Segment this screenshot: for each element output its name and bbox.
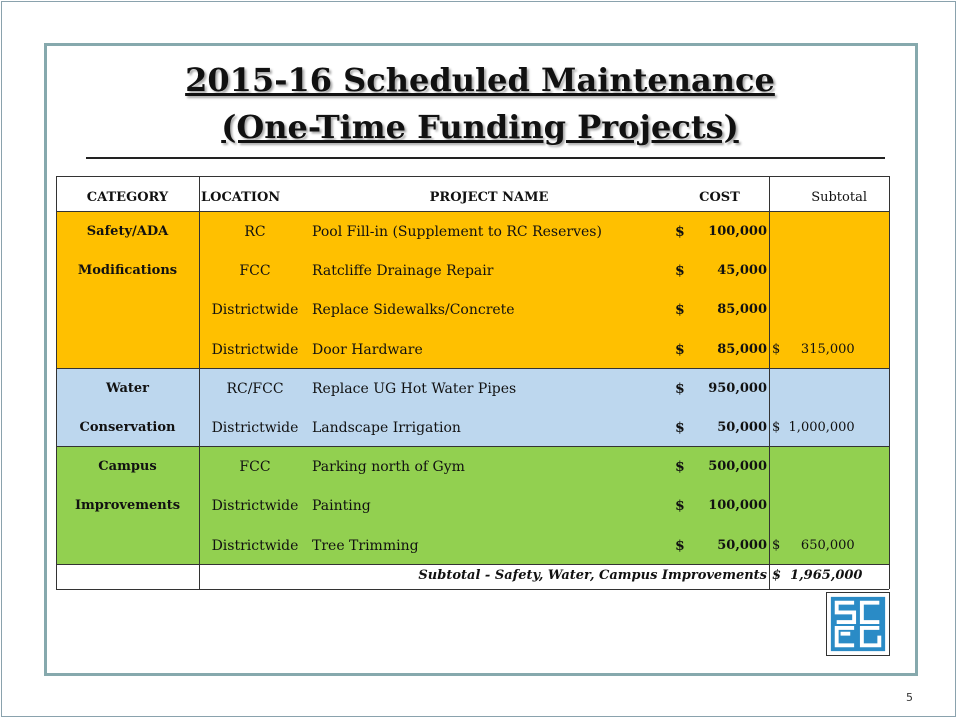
cost-sign-cell: $ bbox=[675, 341, 685, 358]
project-name-cell: Landscape Irrigation bbox=[312, 420, 461, 436]
project-name-cell: Parking north of Gym bbox=[312, 459, 465, 476]
cost-cell: 85,000 bbox=[717, 302, 767, 318]
project-name-cell: Painting bbox=[312, 498, 371, 515]
location-cell: RC bbox=[244, 224, 266, 240]
maintenance-table bbox=[56, 176, 889, 583]
cost-cell: 85,000 bbox=[717, 341, 767, 357]
project-name-cell: Replace UG Hot Water Pipes bbox=[312, 380, 517, 397]
table-rule bbox=[889, 176, 890, 589]
cost-cell: 950,000 bbox=[708, 380, 767, 396]
cost-sign-cell: $ bbox=[675, 224, 685, 240]
cost-sign-cell: $ bbox=[675, 263, 685, 280]
location-cell: Districtwide bbox=[211, 302, 299, 319]
table-rule bbox=[769, 176, 770, 589]
category-cell: Improvements bbox=[74, 498, 181, 514]
project-name-cell: Pool Fill-in (Supplement to RC Reserves) bbox=[312, 224, 602, 240]
project-name-cell: Replace Sidewalks/Concrete bbox=[312, 302, 515, 319]
header-project-name: PROJECT NAME bbox=[429, 190, 549, 205]
table-rule bbox=[56, 368, 889, 369]
location-cell: Districtwide bbox=[211, 341, 299, 358]
table-rule bbox=[56, 176, 889, 177]
project-name-cell: Tree Trimming bbox=[312, 537, 419, 554]
location-cell: Districtwide bbox=[211, 420, 299, 436]
total-label: Subtotal - Safety, Water, Campus Improvements bbox=[418, 567, 767, 583]
header-cost: COST bbox=[699, 190, 740, 205]
subtotal-cell: $ 1,000,000 bbox=[772, 420, 855, 435]
project-name-cell: Ratcliffe Drainage Repair bbox=[312, 263, 494, 280]
total-value: $ 1,965,000 bbox=[772, 567, 863, 583]
subtotal-cell: $ 315,000 bbox=[772, 341, 855, 357]
title-underline-rule bbox=[86, 157, 885, 159]
project-name-cell: Door Hardware bbox=[312, 341, 423, 358]
location-cell: Districtwide bbox=[211, 537, 299, 554]
page-title-line-1: 2015-16 Scheduled Maintenance bbox=[185, 61, 775, 99]
table-rule bbox=[199, 176, 200, 589]
cost-sign-cell: $ bbox=[675, 459, 685, 476]
cost-sign-cell: $ bbox=[675, 380, 685, 397]
cost-cell: 500,000 bbox=[708, 459, 767, 475]
scccd-logo-icon bbox=[826, 592, 890, 656]
header-location: LOCATION bbox=[201, 190, 281, 205]
cost-sign-cell: $ bbox=[675, 420, 685, 436]
table-rule bbox=[56, 564, 889, 565]
cost-cell: 45,000 bbox=[717, 263, 767, 279]
location-cell: Districtwide bbox=[211, 498, 299, 515]
location-cell: RC/FCC bbox=[226, 380, 284, 397]
cost-cell: 50,000 bbox=[717, 537, 767, 553]
page-title-line-2: (One-Time Funding Projects) bbox=[221, 108, 739, 146]
table-rule bbox=[56, 176, 57, 589]
location-cell: FCC bbox=[239, 459, 271, 476]
category-cell: Water bbox=[105, 380, 150, 396]
cost-sign-cell: $ bbox=[675, 537, 685, 554]
cost-sign-cell: $ bbox=[675, 498, 685, 515]
subtotal-cell: $ 650,000 bbox=[772, 537, 855, 553]
cost-cell: 100,000 bbox=[708, 224, 767, 239]
table-rule bbox=[56, 589, 889, 590]
category-cell: Modifications bbox=[77, 263, 178, 279]
cost-cell: 100,000 bbox=[708, 498, 767, 514]
header-category: CATEGORY bbox=[86, 190, 169, 205]
page-number: 5 bbox=[906, 691, 913, 704]
table-rule bbox=[56, 446, 889, 447]
cost-cell: 50,000 bbox=[717, 420, 767, 435]
category-cell: Campus bbox=[98, 459, 157, 475]
cost-sign-cell: $ bbox=[675, 302, 685, 319]
table-rule bbox=[56, 211, 889, 212]
location-cell: FCC bbox=[239, 263, 271, 280]
category-cell: Conservation bbox=[79, 420, 176, 435]
header-subtotal: Subtotal bbox=[811, 190, 867, 205]
category-cell: Safety/ADA bbox=[86, 224, 169, 239]
